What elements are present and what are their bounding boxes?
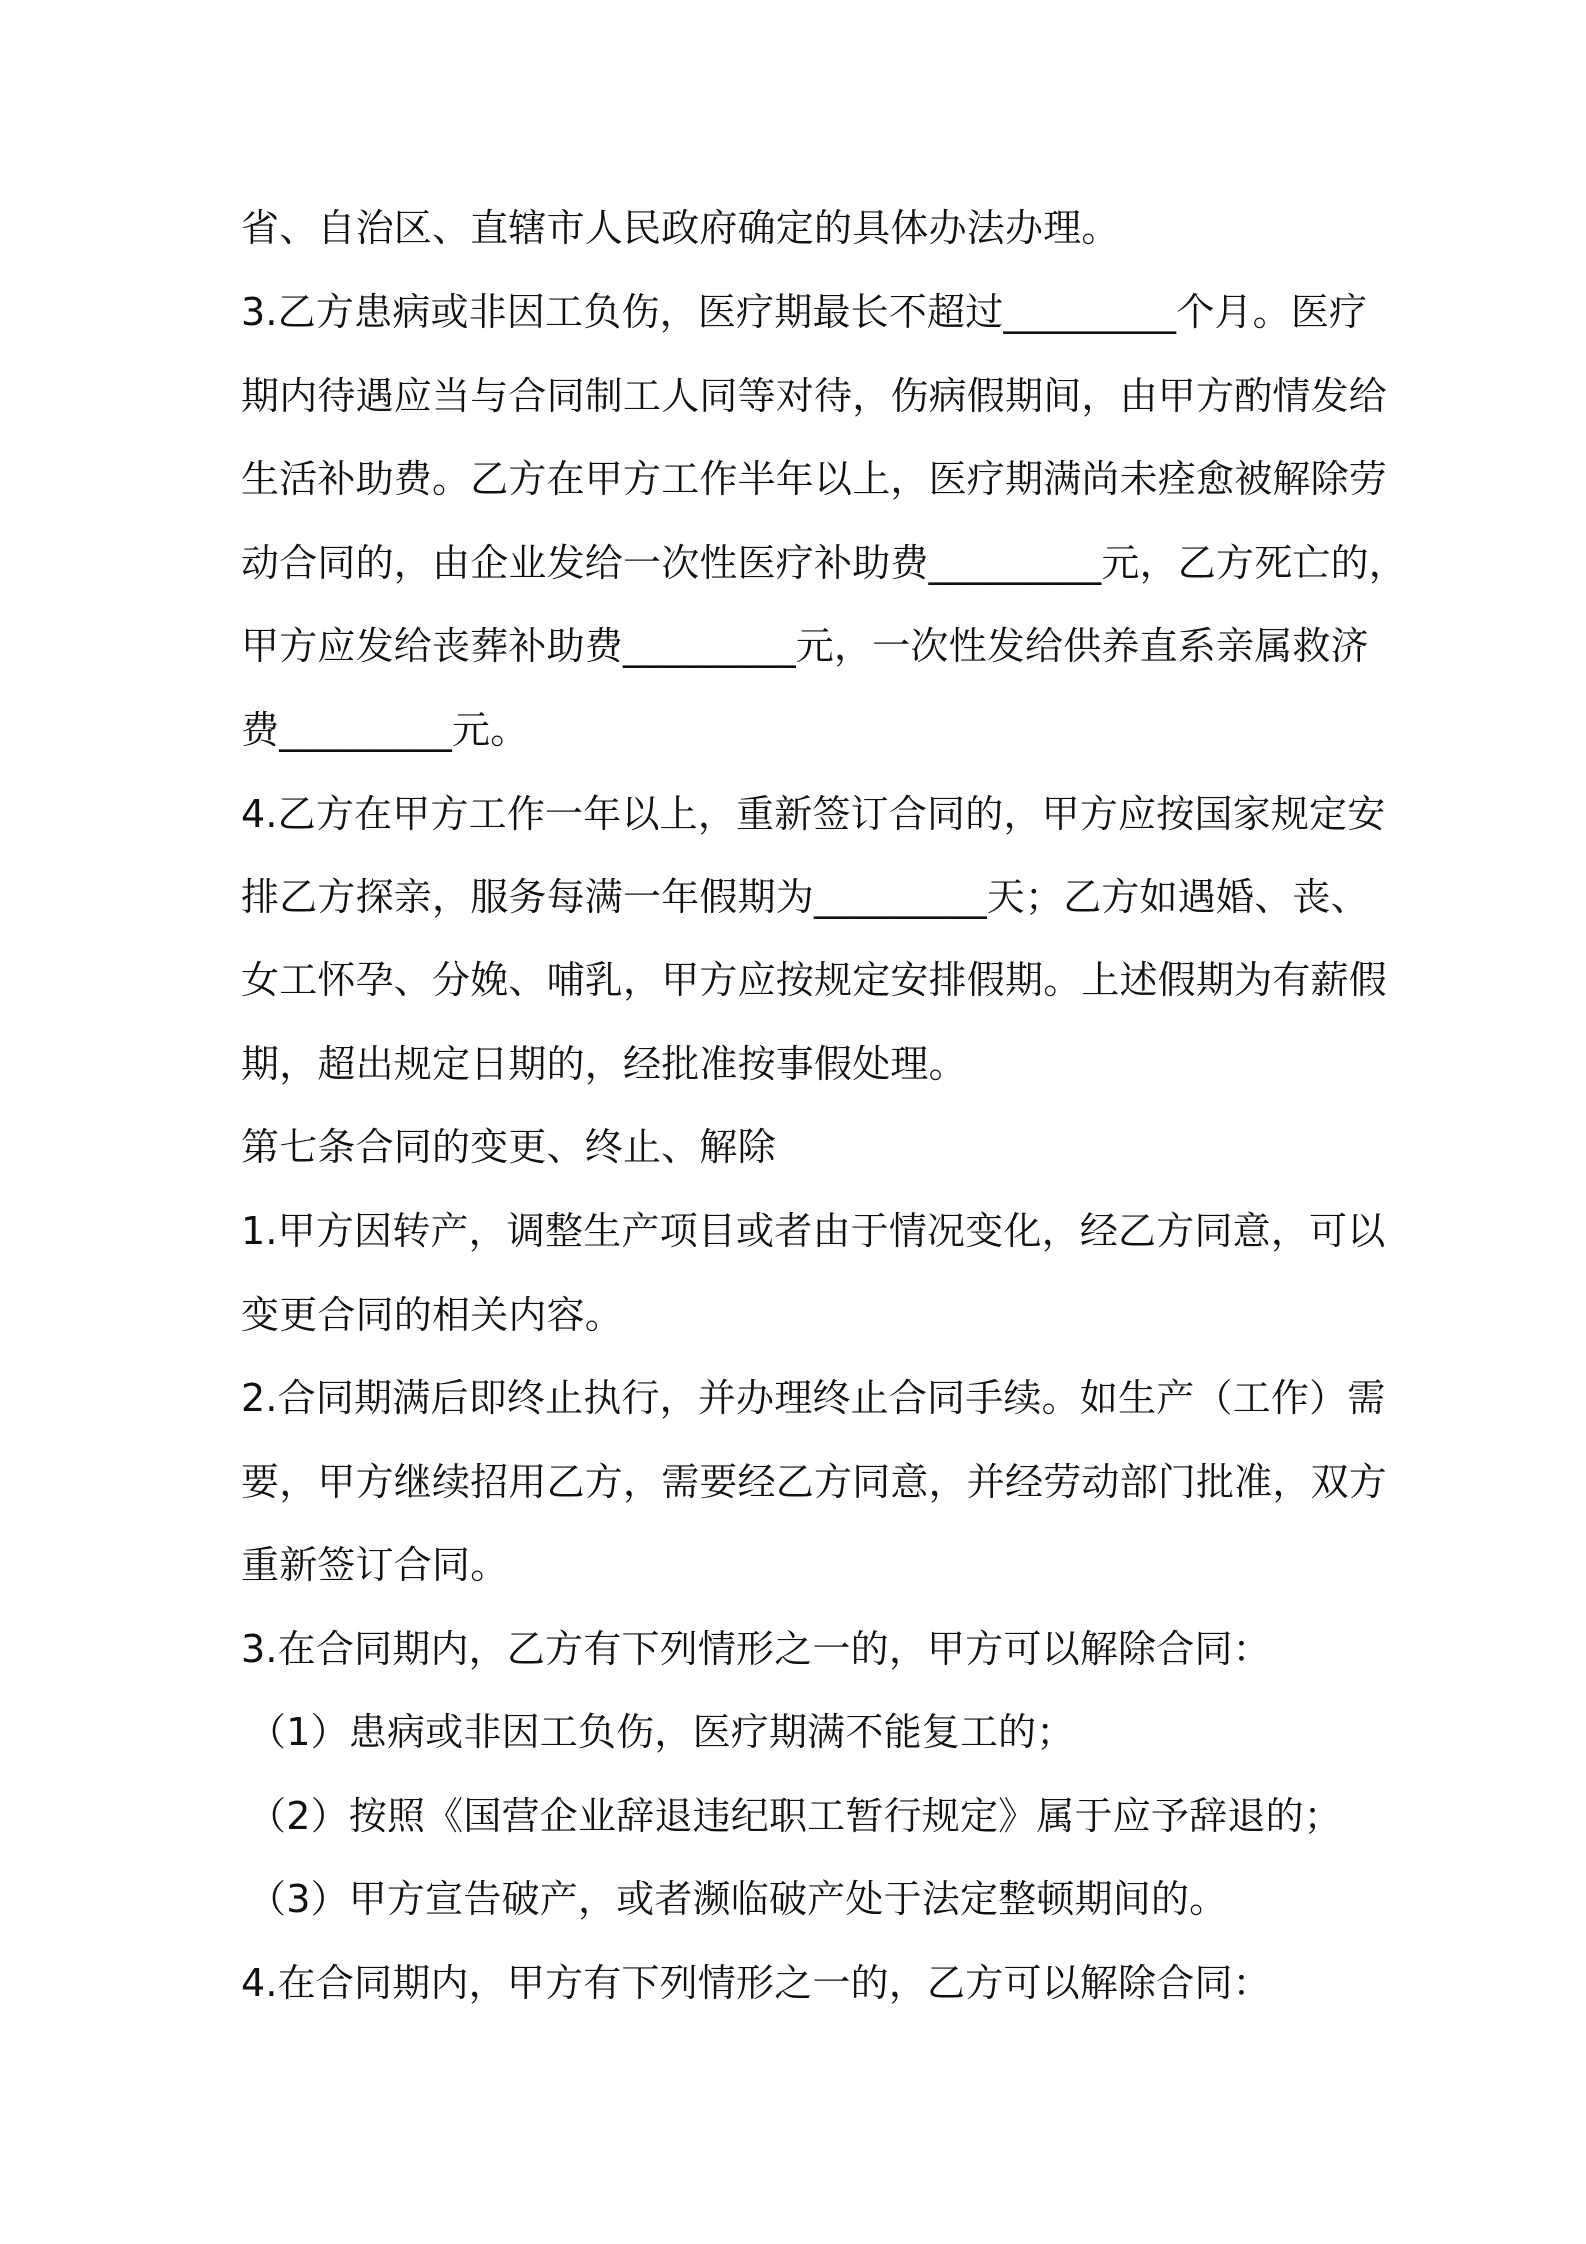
text-line: 期内待遇应当与合同制工人同等对待，伤病假期间，由甲方酌情发给	[241, 374, 1388, 418]
list-item: （2）按照《国营企业辞退违纪职工暂行规定》属于应予辞退的；	[248, 1794, 1342, 1838]
section-heading: 第七条合同的变更、终止、解除	[241, 1125, 776, 1169]
text-line: 3.在合同期内，乙方有下列情形之一的，甲方可以解除合同：	[241, 1627, 1271, 1671]
text-line: 期，超出规定日期的，经批准按事假处理。	[241, 1042, 967, 1086]
text-line: 排乙方探亲，服务每满一年假期为_________天；乙方如遇婚、丧、	[241, 875, 1369, 919]
text-line: 生活补助费。乙方在甲方工作半年以上，医疗期满尚未痊愈被解除劳	[241, 457, 1388, 501]
text-line: 费_________元。	[241, 708, 529, 752]
list-item: （3）甲方宣告破产，或者濒临破产处于法定整顿期间的。	[248, 1877, 1228, 1921]
text-line: 动合同的，由企业发给一次性医疗补助费_________元，乙方死亡的，	[241, 541, 1408, 585]
text-line: 甲方应发给丧葬补助费_________元，一次性发给供养直系亲属救济	[241, 624, 1369, 668]
text-line: 1.甲方因转产，调整生产项目或者由于情况变化，经乙方同意，可以	[241, 1209, 1386, 1253]
text-line: 女工怀孕、分娩、哺乳，甲方应按规定安排假期。上述假期为有薪假	[241, 958, 1388, 1002]
text-line: 2.合同期满后即终止执行，并办理终止合同手续。如生产（工作）需	[241, 1376, 1386, 1420]
text-line: 4.在合同期内，甲方有下列情形之一的，乙方可以解除合同：	[241, 1961, 1271, 2005]
text-line: 变更合同的相关内容。	[241, 1293, 624, 1337]
text-line: 要，甲方继续招用乙方，需要经乙方同意，并经劳动部门批准，双方	[241, 1460, 1388, 1504]
text-line: 3.乙方患病或非因工负伤，医疗期最长不超过_________个月。医疗	[241, 290, 1368, 334]
text-line: 重新签订合同。	[241, 1543, 509, 1587]
text-line: 省、自治区、直辖市人民政府确定的具体办法办理。	[241, 206, 1120, 250]
list-item: （1）患病或非因工负伤，医疗期满不能复工的；	[248, 1710, 1075, 1754]
text-line: 4.乙方在甲方工作一年以上，重新签订合同的，甲方应按国家规定安	[241, 792, 1386, 836]
